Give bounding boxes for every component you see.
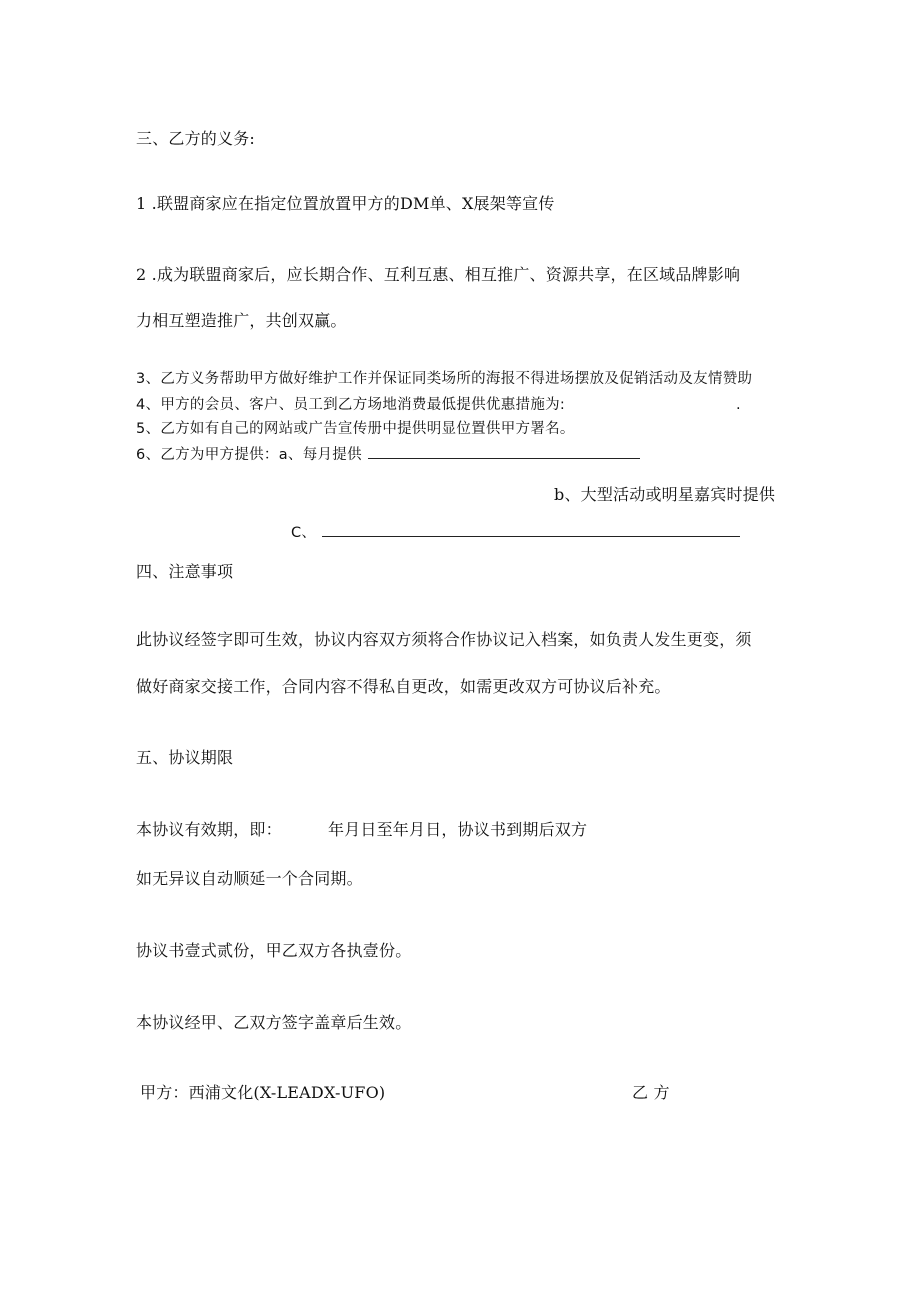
section-5-validity-prefix: 本协议有效期，即： [136, 820, 282, 839]
item-6-a-blank-line [368, 444, 640, 459]
section-3-item-4-end: . [736, 397, 741, 413]
section-5-validity-line-2: 如无异议自动顺延一个合同期。 [136, 869, 363, 888]
section-3-heading: 三、乙方的义务: [136, 129, 255, 148]
section-3-item-6-a-text: 6、乙方为甲方提供：a、每月提供 [136, 447, 362, 463]
section-5-heading: 五、协议期限 [136, 748, 234, 767]
section-4-para-line-1: 此协议经签字即可生效，协议内容双方须将合作协议记入档案，如负责人发生更变，须 [136, 630, 752, 649]
signature-party-a: 甲方：西浦文化(X-LEADX-UFO) [140, 1083, 386, 1102]
section-3-item-6-c [291, 522, 740, 543]
section-3-item-2-line-1: 2 .成为联盟商家后，应长期合作、互利互惠、相互推广、资源共享，在区域品牌影响 [136, 265, 741, 284]
section-4-para-line-2: 做好商家交接工作，合同内容不得私自更改，如需更改双方可协议后补充。 [136, 677, 671, 696]
section-3-item-6-c-text: C、 [291, 525, 317, 541]
signature-party-b: 乙 方 [632, 1083, 670, 1102]
section-3-item-4-text: 4、甲方的会员、客户、员工到乙方场地消费最低提供优惠措施为: [136, 397, 566, 413]
section-3-item-6-b: b、大型活动或明星嘉宾时提供 [554, 485, 776, 504]
section-3-item-5: 5、乙方如有自己的网站或广告宣传册中提供明显位置供甲方署名。 [136, 421, 575, 437]
section-5-validity-dates: 年月日至年月日，协议书到期后双方 [328, 820, 588, 839]
section-5-copies: 协议书壹式贰份，甲乙双方各执壹份。 [136, 941, 412, 960]
section-5-effective: 本协议经甲、乙双方签字盖章后生效。 [136, 1013, 412, 1032]
item-6-c-blank-line [322, 522, 740, 537]
section-3-item-2-line-2: 力相互塑造推广，共创双赢。 [136, 311, 347, 330]
section-4-heading: 四、注意事项 [136, 562, 234, 581]
section-3-item-6-a [136, 444, 640, 465]
section-3-item-4 [136, 395, 565, 415]
section-3-item-3: 3、乙方义务帮助甲方做好维护工作并保证同类场所的海报不得进场摆放及促销活动及友情赞助 [136, 371, 753, 387]
section-3-item-1: 1 .联盟商家应在指定位置放置甲方的DM单、X展架等宣传 [136, 194, 555, 213]
